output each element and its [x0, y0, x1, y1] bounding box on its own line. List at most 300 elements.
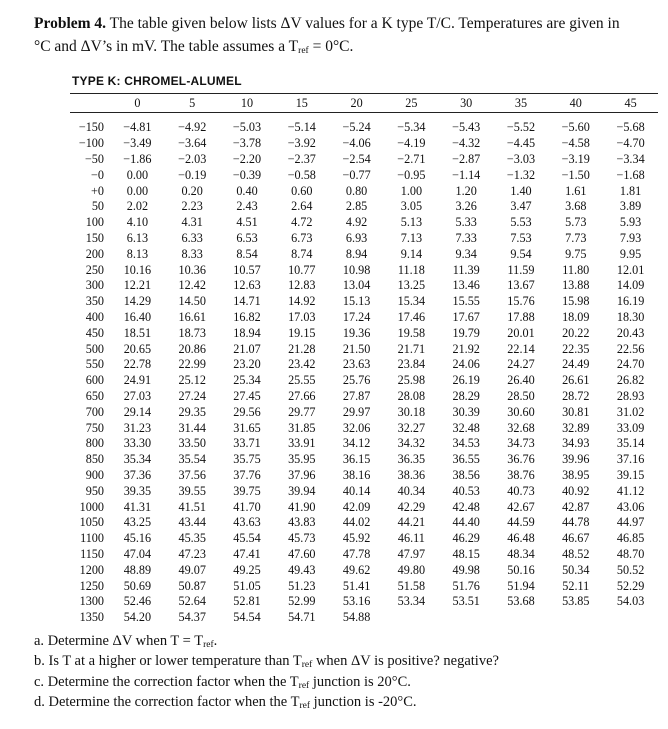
table-cell: −0.39: [232, 167, 262, 182]
table-cell: 21.07: [233, 341, 261, 356]
table-cell: 8.33: [181, 246, 203, 261]
table-cell: 21.71: [397, 341, 426, 356]
table-cell: 8.54: [236, 246, 258, 261]
row-temperature: 1300: [79, 594, 104, 609]
table-cell: 12.01: [616, 262, 645, 277]
question-letter: d.: [34, 693, 45, 710]
table-cell: 29.97: [342, 404, 371, 419]
table-cell: 17.03: [288, 309, 316, 324]
table-cell: 29.56: [233, 404, 261, 419]
table-cell: 45.54: [233, 531, 261, 546]
table-cell: 22.14: [507, 341, 535, 356]
table-cell: 18.30: [616, 309, 645, 324]
table-cell: 54.03: [616, 594, 645, 609]
table-cell: 45.92: [342, 531, 371, 546]
table-cell: 34.53: [452, 436, 480, 451]
column-header: 35: [514, 95, 528, 110]
table-header-row: [70, 93, 658, 113]
table-cell: 12.42: [178, 278, 206, 293]
thermocouple-table: [70, 93, 658, 626]
table-row: [70, 468, 658, 484]
row-temperature: 800: [85, 436, 104, 451]
table-cell: 34.73: [507, 436, 535, 451]
table-cell: 34.32: [397, 436, 426, 451]
table-cell: 45.35: [178, 531, 206, 546]
table-cell: 18.09: [562, 309, 590, 324]
table-cell: 53.51: [452, 594, 480, 609]
table-cell: 44.78: [562, 515, 590, 530]
table-cell: 24.06: [452, 357, 480, 372]
table-cell: 33.30: [123, 436, 152, 451]
table-cell: 37.76: [233, 467, 261, 482]
table-cell: 18.73: [178, 325, 206, 340]
problem-number: Problem 4.: [34, 15, 107, 32]
table-cell: 0.00: [126, 183, 149, 198]
table-cell: 50.34: [562, 562, 590, 577]
table-cell: 54.88: [342, 610, 371, 625]
table-row: [70, 610, 658, 626]
table-cell: −4.70: [616, 136, 645, 151]
table-row: [70, 278, 658, 294]
table-cell: −0.58: [287, 167, 316, 182]
column-header: 40: [569, 95, 582, 110]
table-cell: 9.95: [619, 246, 642, 261]
row-temperature: 750: [85, 420, 104, 435]
table-cell: −3.78: [232, 136, 262, 151]
table-cell: 47.41: [233, 546, 261, 561]
table-cell: 37.16: [616, 452, 645, 467]
table-cell: 19.79: [452, 325, 480, 340]
table-cell: 4.31: [181, 215, 203, 230]
table-cell: 10.16: [123, 262, 152, 277]
table-cell: 29.14: [123, 404, 152, 419]
table-cell: 51.58: [397, 578, 426, 593]
table-cell: 13.67: [507, 278, 535, 293]
question-text-end: .: [213, 633, 218, 649]
row-temperature: 200: [85, 246, 104, 261]
table-cell: 27.24: [178, 388, 206, 403]
table-row: [70, 389, 658, 405]
table-cell: 46.11: [397, 531, 425, 546]
table-cell: −1.32: [506, 167, 536, 182]
table-row: [70, 262, 658, 278]
question-text-end: when ΔV is positive? negative?: [312, 653, 499, 670]
table-cell: 52.81: [233, 594, 261, 609]
row-temperature: 1050: [79, 515, 104, 530]
table-cell: 1.00: [400, 183, 423, 198]
table-cell: −3.64: [178, 136, 207, 151]
table-cell: 49.62: [342, 562, 371, 577]
question-list: [34, 631, 654, 712]
table-cell: 7.33: [455, 230, 477, 245]
row-temperature: 850: [85, 452, 104, 467]
table-cell: 50.69: [123, 578, 152, 593]
row-temperature: 1150: [80, 546, 104, 561]
table-cell: 40.34: [397, 483, 426, 498]
table-cell: 38.56: [452, 467, 480, 482]
table-cell: 21.92: [452, 341, 480, 356]
table-cell: 12.83: [288, 278, 316, 293]
table-cell: 41.51: [178, 499, 206, 514]
table-cell: −1.14: [452, 167, 481, 182]
table-cell: 31.23: [123, 420, 152, 435]
table-cell: 27.03: [123, 388, 152, 403]
table-cell: 49.98: [452, 562, 480, 577]
table-cell: 49.25: [233, 562, 261, 577]
column-header: 5: [189, 95, 196, 110]
table-cell: 7.93: [619, 230, 642, 245]
table-cell: 3.89: [619, 199, 642, 214]
table-cell: 25.98: [397, 373, 426, 388]
table-cell: 4.51: [236, 215, 258, 230]
table-cell: 41.12: [616, 483, 645, 498]
table-cell: 16.82: [233, 309, 261, 324]
table-cell: 22.99: [178, 357, 206, 372]
table-row: [70, 167, 658, 183]
table-cell: 50.16: [507, 562, 535, 577]
table-cell: 14.09: [616, 278, 645, 293]
table-cell: 54.37: [178, 610, 206, 625]
column-header: 10: [240, 95, 254, 110]
table-row: [70, 183, 658, 199]
table-cell: 0.00: [126, 167, 149, 182]
table-cell: 5.93: [619, 215, 642, 230]
table-cell: 24.91: [123, 373, 152, 388]
table-cell: −1.68: [616, 167, 645, 182]
table-cell: 51.23: [288, 578, 316, 593]
table-cell: 28.50: [507, 388, 535, 403]
row-temperature: +0: [91, 183, 104, 198]
table-row: [70, 483, 658, 499]
table-cell: 18.51: [123, 325, 152, 340]
table-cell: 32.89: [562, 420, 590, 435]
column-header: 45: [624, 95, 637, 110]
table-cell: 15.55: [452, 294, 480, 309]
table-cell: 39.35: [123, 483, 152, 498]
row-temperature: 1100: [80, 531, 104, 546]
table-cell: −5.43: [452, 120, 481, 135]
row-temperature: 550: [85, 357, 104, 372]
table-cell: 33.50: [178, 436, 206, 451]
row-temperature: 500: [85, 341, 104, 356]
table-cell: −3.03: [506, 151, 536, 166]
table-cell: −1.50: [561, 167, 590, 182]
table-cell: 29.77: [288, 404, 316, 419]
table-cell: −3.49: [123, 136, 152, 151]
table-cell: 22.35: [562, 341, 590, 356]
table-cell: 14.29: [123, 294, 152, 309]
table-cell: 49.07: [178, 562, 206, 577]
table-cell: 27.66: [288, 388, 316, 403]
row-temperature: 1000: [79, 499, 104, 514]
table-cell: 0.80: [345, 183, 368, 198]
table-cell: −1.86: [123, 151, 152, 166]
question-text: Determine ΔV when T = T: [47, 633, 204, 649]
column-header: 20: [350, 95, 363, 110]
table-cell: 23.84: [397, 357, 426, 372]
table-row: [70, 452, 658, 468]
table-cell: 53.16: [342, 594, 371, 609]
column-header: 30: [460, 95, 473, 110]
row-temperature: −0: [91, 167, 104, 182]
table-cell: 13.04: [342, 278, 371, 293]
table-cell: −0.77: [342, 167, 371, 182]
table-cell: 17.46: [397, 309, 426, 324]
table-cell: 46.85: [616, 531, 645, 546]
table-cell: −5.24: [342, 120, 371, 135]
table-cell: 15.34: [397, 294, 426, 309]
table-cell: 53.34: [397, 594, 426, 609]
table-cell: 44.02: [342, 515, 371, 530]
row-temperature: 150: [85, 230, 104, 245]
row-temperature: 700: [85, 404, 104, 419]
table-cell: 6.13: [126, 230, 149, 245]
table-cell: 31.65: [233, 420, 261, 435]
row-temperature: 450: [85, 325, 104, 340]
table-cell: 48.89: [123, 562, 152, 577]
table-cell: 46.29: [452, 531, 480, 546]
table-cell: 37.36: [123, 467, 152, 482]
table-cell: 44.21: [397, 515, 426, 530]
table-cell: 21.50: [342, 341, 371, 356]
table-cell: 3.68: [565, 199, 587, 214]
question-ref-sub: ref: [203, 640, 214, 650]
table-cell: 20.01: [507, 325, 535, 340]
row-temperature: −150: [78, 120, 104, 135]
table-cell: 34.93: [562, 436, 590, 451]
table-cell: 29.35: [178, 404, 206, 419]
table-cell: 14.50: [178, 294, 206, 309]
row-temperature: 350: [85, 294, 104, 309]
table-cell: 11.39: [452, 262, 480, 277]
table-cell: 54.71: [288, 610, 316, 625]
question-item: [34, 651, 654, 671]
table-cell: 17.67: [452, 309, 480, 324]
table-cell: 1.81: [619, 183, 642, 198]
table-cell: 7.53: [510, 230, 532, 245]
table-cell: 39.75: [233, 483, 261, 498]
table-cell: 4.10: [126, 215, 149, 230]
question-letter: c.: [34, 673, 45, 690]
table-cell: 41.90: [288, 499, 316, 514]
table-cell: 51.76: [452, 578, 480, 593]
table-cell: 9.14: [400, 246, 423, 261]
table-row: [70, 531, 658, 547]
table-cell: 47.60: [288, 546, 316, 561]
table-cell: −3.92: [287, 136, 316, 151]
row-temperature: 1350: [79, 610, 104, 625]
table-cell: 7.73: [565, 230, 587, 245]
table-cell: 13.88: [562, 278, 590, 293]
problem-text-2b: = 0°C.: [308, 38, 354, 55]
table-cell: 39.94: [288, 483, 316, 498]
table-cell: 25.55: [288, 373, 316, 388]
table-cell: 12.21: [123, 278, 152, 293]
table-cell: 2.64: [291, 199, 313, 214]
table-cell: 24.49: [562, 357, 590, 372]
table-cell: 6.33: [181, 230, 203, 245]
row-temperature: 300: [85, 278, 104, 293]
table-cell: 40.92: [562, 483, 590, 498]
table-cell: −4.81: [123, 120, 152, 135]
table-cell: 31.44: [178, 420, 206, 435]
column-header: 25: [405, 95, 418, 110]
table-cell: 14.71: [233, 294, 261, 309]
table-cell: 17.24: [342, 309, 371, 324]
table-cell: 52.11: [562, 578, 590, 593]
table-cell: 1.40: [510, 183, 532, 198]
table-cell: 47.04: [123, 546, 152, 561]
question-text-end: junction is 20°C.: [309, 673, 411, 690]
table-cell: −5.03: [232, 120, 262, 135]
table-cell: 41.31: [123, 499, 152, 514]
table-cell: 49.43: [288, 562, 316, 577]
table-cell: 13.25: [397, 278, 426, 293]
table-cell: 0.20: [181, 183, 203, 198]
table-cell: 33.71: [233, 436, 261, 451]
table-cell: 32.27: [397, 420, 426, 435]
table-cell: −2.54: [342, 151, 371, 166]
question-ref-sub: ref: [299, 700, 311, 711]
table-cell: 18.94: [233, 325, 261, 340]
table-cell: 4.72: [291, 215, 313, 230]
question-letter: b.: [34, 653, 45, 670]
problem-text-2a: °C and ΔV’s in mV. The table assumes a T: [34, 38, 299, 55]
table-title: TYPE K: CHROMEL-ALUMEL: [72, 74, 242, 88]
table-cell: −4.32: [452, 136, 481, 151]
table-row: [70, 436, 658, 452]
table-cell: 9.34: [455, 246, 477, 261]
table-cell: 2.02: [126, 199, 149, 214]
table-cell: 5.73: [565, 215, 587, 230]
table-cell: 38.95: [562, 467, 590, 482]
table-cell: 34.12: [342, 436, 371, 451]
table-cell: 25.34: [233, 373, 261, 388]
table-cell: 8.74: [291, 246, 313, 261]
table-cell: 22.56: [616, 341, 645, 356]
table-cell: 36.15: [342, 452, 371, 467]
table-cell: 53.85: [562, 594, 590, 609]
table-cell: 20.22: [562, 325, 590, 340]
table-cell: 28.72: [562, 388, 590, 403]
row-temperature: 100: [85, 215, 104, 230]
table-cell: 0.40: [236, 183, 258, 198]
row-temperature: −50: [84, 151, 104, 166]
table-cell: 50.52: [616, 562, 645, 577]
table-cell: 21.28: [288, 341, 316, 356]
table-cell: 42.29: [397, 499, 426, 514]
table-cell: 16.61: [178, 309, 206, 324]
table-cell: 13.46: [452, 278, 480, 293]
table-cell: 15.98: [562, 294, 590, 309]
row-temperature: 950: [85, 483, 104, 498]
table-row: [70, 594, 658, 610]
table-row: [70, 246, 658, 262]
table-cell: 26.61: [562, 373, 590, 388]
table-cell: 48.34: [507, 546, 535, 561]
table-cell: 39.15: [616, 467, 645, 482]
table-row: [70, 325, 658, 341]
table-cell: −4.45: [506, 136, 536, 151]
table-cell: 2.85: [345, 199, 368, 214]
table-row: [70, 136, 658, 152]
table-cell: 3.26: [455, 199, 477, 214]
table-row: [70, 373, 658, 389]
table-cell: −2.71: [397, 151, 426, 166]
table-cell: 54.20: [123, 610, 152, 625]
table-cell: 50.87: [178, 578, 206, 593]
row-temperature: 1250: [79, 578, 104, 593]
table-row: [70, 120, 658, 136]
question-item: [34, 692, 654, 712]
table-cell: 25.76: [342, 373, 371, 388]
table-cell: 16.40: [123, 309, 152, 324]
table-cell: 46.48: [507, 531, 535, 546]
question-letter: a.: [34, 633, 45, 649]
table-cell: 43.06: [616, 499, 645, 514]
table-cell: −5.14: [287, 120, 316, 135]
table-cell: 20.43: [616, 325, 645, 340]
table-cell: 25.12: [178, 373, 206, 388]
question-item: [34, 631, 654, 651]
table-cell: −2.20: [232, 151, 262, 166]
table-cell: 53.68: [507, 594, 535, 609]
table-cell: 8.13: [126, 246, 149, 261]
table-cell: 44.97: [616, 515, 645, 530]
table-cell: 42.48: [452, 499, 480, 514]
table-cell: 38.36: [397, 467, 426, 482]
table-row: [70, 341, 658, 357]
table-cell: 52.46: [123, 594, 152, 609]
table-cell: 32.06: [342, 420, 371, 435]
row-temperature: 400: [85, 309, 104, 324]
table-cell: 30.81: [562, 404, 590, 419]
table-cell: 10.57: [233, 262, 261, 277]
question-text: Determine the correction factor when the T: [47, 673, 299, 690]
table-cell: 10.98: [342, 262, 371, 277]
table-cell: 48.15: [452, 546, 480, 561]
table-cell: −0.95: [397, 167, 426, 182]
table-cell: 33.91: [288, 436, 316, 451]
table-cell: 22.78: [123, 357, 152, 372]
table-row: [70, 357, 658, 373]
table-cell: 4.92: [345, 215, 368, 230]
table-cell: 41.70: [233, 499, 261, 514]
problem-ref-sub: ref: [298, 46, 309, 56]
table-cell: −2.87: [452, 151, 481, 166]
table-cell: 28.93: [616, 388, 645, 403]
table-cell: 5.53: [510, 215, 532, 230]
table-cell: −2.37: [287, 151, 316, 166]
table-row: [70, 562, 658, 578]
table-cell: 10.36: [178, 262, 206, 277]
table-cell: 10.77: [288, 262, 316, 277]
table-cell: 48.70: [616, 546, 645, 561]
table-cell: 40.53: [452, 483, 480, 498]
row-temperature: 600: [85, 373, 104, 388]
table-cell: 47.97: [397, 546, 426, 561]
table-cell: 0.60: [291, 183, 313, 198]
table-cell: 2.43: [236, 199, 258, 214]
table-cell: 35.75: [233, 452, 261, 467]
question-text: Determine the correction factor when the T: [48, 693, 300, 710]
table-cell: 33.09: [616, 420, 645, 435]
table-cell: 27.87: [342, 388, 371, 403]
table-cell: 26.40: [507, 373, 535, 388]
table-cell: 27.45: [233, 388, 261, 403]
table-row: [70, 404, 658, 420]
table-cell: 32.48: [452, 420, 480, 435]
